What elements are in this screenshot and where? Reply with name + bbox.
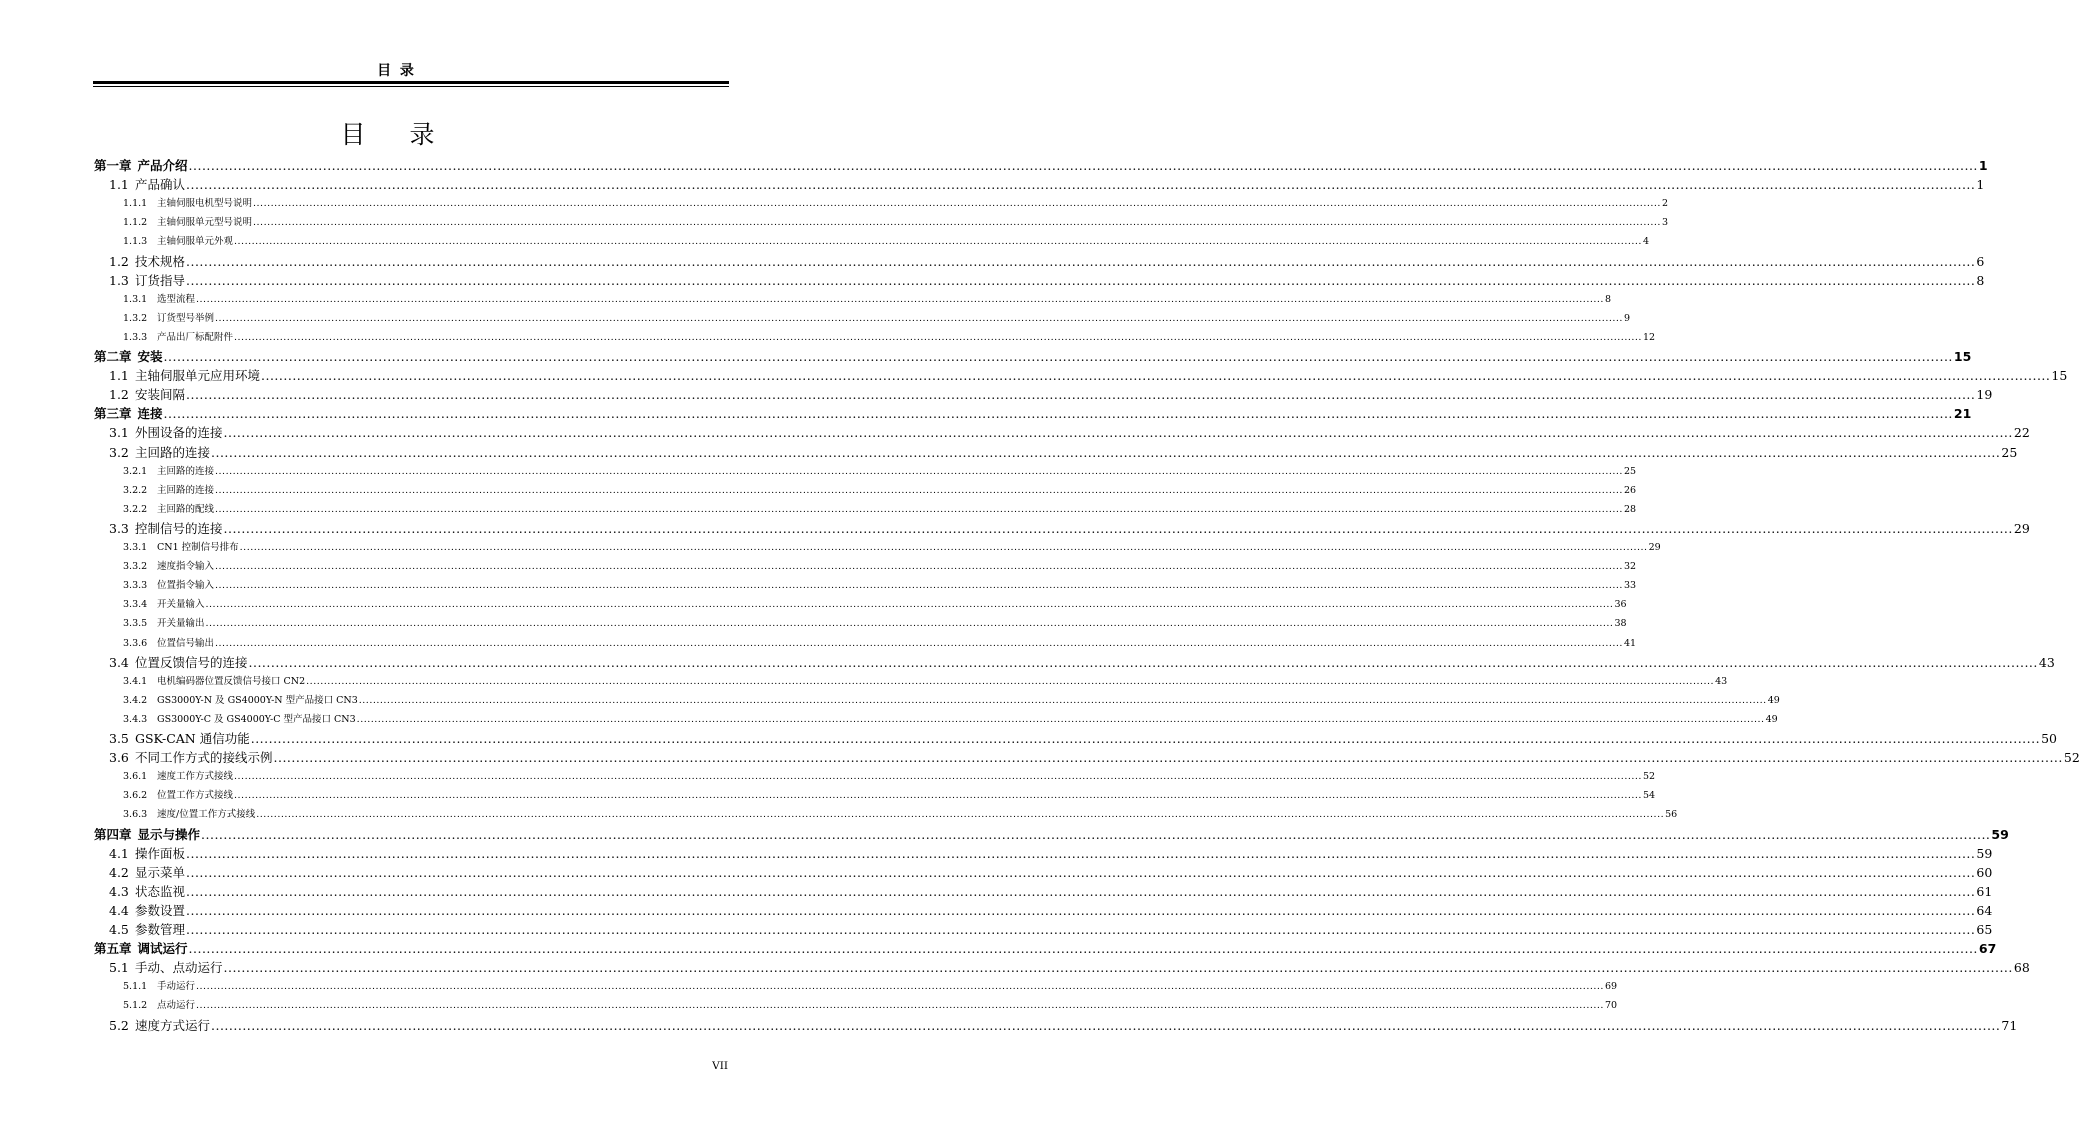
toc-entry-title: 显示与操作 — [137, 826, 201, 842]
toc-subsection-entry[interactable] — [0, 673, 1728, 691]
toc-subsection-entry[interactable] — [0, 233, 1649, 251]
toc-entry-number: 3.2.1 — [123, 465, 148, 477]
toc-dot-leader: ................................................................................................................................................................................................................................................................................................................................................................................................................ — [196, 981, 1604, 993]
toc-entry-page: 19 — [1976, 387, 1993, 403]
toc-entry-title: 产品介绍 — [137, 158, 188, 173]
toc-entry-number: 1.1 — [109, 177, 129, 193]
toc-subsection-entry[interactable] — [0, 310, 1630, 328]
toc-dot-leader: ................................................................................................................................................................................................................................................................................................................................................................................................................ — [358, 694, 1767, 706]
toc-subsection-entry[interactable] — [0, 978, 1618, 996]
toc-section-entry[interactable] — [0, 730, 2057, 748]
toc-entry-title: 速度/位置工作方式接线 — [157, 809, 256, 821]
toc-dot-leader: ................................................................................................................................................................................................................................................................................................................................................................................................................ — [163, 349, 1953, 364]
toc-entry-page: 9 — [1623, 312, 1630, 324]
toc-subsection-entry[interactable] — [0, 214, 1668, 232]
toc-entry-number: 5.1 — [109, 960, 129, 976]
toc-entry-page: 64 — [1976, 902, 1993, 918]
toc-dot-leader: ................................................................................................................................................................................................................................................................................................................................................................................................................ — [215, 503, 1623, 515]
toc-entry-number: 1.2 — [109, 387, 129, 403]
toc-entry-page: 29 — [1648, 542, 1661, 553]
toc-entry-title: 点动运行 — [157, 1000, 196, 1012]
toc-entry-number: 1.1.2 — [123, 217, 148, 229]
toc-entry-page: 59 — [1976, 845, 1993, 861]
toc-dot-leader: ................................................................................................................................................................................................................................................................................................................................................................................................................ — [186, 253, 1976, 269]
toc-entry-page: 59 — [1991, 826, 2009, 842]
toc-entry-title: CN1 控制信号排布 — [157, 542, 239, 553]
toc-entry-title: 产品确认 — [135, 177, 186, 193]
toc-entry-title: GS3000Y-N 及 GS4000Y-N 型产品接口 CN3 — [157, 694, 358, 706]
toc-entry-number: 3.3.5 — [123, 618, 148, 630]
toc-entry-title: 位置指令输入 — [157, 580, 215, 592]
toc-entry-page: 68 — [2013, 960, 2030, 976]
toc-entry-page: 12 — [1642, 331, 1656, 343]
toc-dot-leader: ................................................................................................................................................................................................................................................................................................................................................................................................................ — [211, 1017, 2001, 1033]
toc-dot-leader: ................................................................................................................................................................................................................................................................................................................................................................................................................ — [186, 922, 1976, 937]
toc-entry-page: 60 — [1976, 864, 1993, 880]
toc-entry-number: 4.3 — [109, 883, 129, 899]
toc-dot-leader: ................................................................................................................................................................................................................................................................................................................................................................................................................ — [186, 845, 1976, 861]
toc-entry-page: 49 — [1765, 713, 1778, 725]
toc-dot-leader: ................................................................................................................................................................................................................................................................................................................................................................................................................ — [186, 864, 1976, 880]
toc-entry-title: 主轴伺服单元外观 — [157, 236, 234, 248]
toc-entry-number: 5.1.1 — [123, 981, 148, 993]
toc-dot-leader: ................................................................................................................................................................................................................................................................................................................................................................................................................ — [234, 236, 1642, 248]
toc-entry-page: 28 — [1623, 503, 1637, 515]
toc-entry-number: 第三章 — [94, 406, 132, 422]
toc-entry-page: 8 — [1604, 293, 1611, 305]
toc-entry-number: 3.3 — [109, 520, 129, 536]
toc-dot-leader: ................................................................................................................................................................................................................................................................................................................................................................................................................ — [250, 731, 2041, 746]
toc-entry-page: 43 — [1715, 675, 1728, 687]
toc-dot-leader: ................................................................................................................................................................................................................................................................................................................................................................................................................ — [223, 520, 2013, 536]
toc-entry-page: 71 — [2001, 1017, 2018, 1033]
toc-entry-title: 安装 — [137, 349, 163, 364]
toc-chapter-entry[interactable] — [0, 940, 1997, 958]
toc-dot-leader: ................................................................................................................................................................................................................................................................................................................................................................................................................ — [215, 312, 1623, 324]
toc-entry-number: 5.2 — [109, 1017, 129, 1033]
toc-dot-leader: ................................................................................................................................................................................................................................................................................................................................................................................................................ — [215, 561, 1623, 573]
toc-section-entry[interactable] — [0, 424, 2030, 442]
toc-entry-number: 3.4 — [109, 654, 129, 670]
toc-dot-leader: ................................................................................................................................................................................................................................................................................................................................................................................................................ — [234, 331, 1642, 343]
toc-subsection-entry[interactable] — [0, 997, 1618, 1015]
toc-subsection-entry[interactable] — [0, 711, 1778, 729]
toc-entry-title: 开关量输入 — [157, 599, 205, 611]
toc-dot-leader: ................................................................................................................................................................................................................................................................................................................................................................................................................ — [253, 217, 1661, 229]
toc-entry-title: 控制信号的连接 — [135, 520, 223, 536]
toc-dot-leader: ................................................................................................................................................................................................................................................................................................................................................................................................................ — [163, 406, 1953, 422]
toc-entry-title: 订货指导 — [135, 272, 186, 288]
toc-subsection-entry[interactable] — [0, 768, 1656, 786]
toc-entry-title: 位置信号输出 — [157, 637, 215, 649]
toc-entry-title: 主轴伺服单元应用环境 — [135, 368, 261, 384]
toc-entry-page: 41 — [1623, 637, 1637, 649]
toc-entry-title: 选型流程 — [157, 293, 196, 305]
toc-section-entry[interactable] — [0, 444, 2018, 462]
toc-entry-number: 4.2 — [109, 864, 129, 880]
toc-entry-number: 4.1 — [109, 845, 129, 861]
toc-section-entry[interactable] — [0, 520, 2030, 538]
running-header: 目 录 — [377, 63, 416, 79]
toc-dot-leader: ................................................................................................................................................................................................................................................................................................................................................................................................................ — [273, 750, 2063, 766]
toc-entry-title: GSK-CAN 通信功能 — [135, 731, 250, 746]
toc-entry-page: 22 — [2013, 425, 2030, 441]
toc-entry-title: 主回路的配线 — [157, 503, 215, 515]
toc-entry-page: 54 — [1642, 790, 1656, 802]
toc-entry-title: 速度工作方式接线 — [157, 771, 234, 783]
toc-section-entry[interactable] — [0, 1017, 2018, 1035]
toc-entry-page: 15 — [2051, 368, 2068, 384]
toc-dot-leader: ................................................................................................................................................................................................................................................................................................................................................................................................................ — [188, 941, 1978, 957]
toc-dot-leader: ................................................................................................................................................................................................................................................................................................................................................................................................................ — [256, 809, 1665, 821]
toc-entry-page: 70 — [1604, 1000, 1618, 1012]
toc-entry-page: 69 — [1604, 981, 1618, 993]
toc-dot-leader: ................................................................................................................................................................................................................................................................................................................................................................................................................ — [261, 368, 2051, 384]
toc-dot-leader: ................................................................................................................................................................................................................................................................................................................................................................................................................ — [215, 637, 1623, 649]
toc-entry-number: 3.6.3 — [123, 809, 148, 821]
toc-dot-leader: ................................................................................................................................................................................................................................................................................................................................................................................................................ — [188, 158, 1978, 173]
toc-entry-title: 主回路的连接 — [157, 465, 215, 477]
toc-subsection-entry[interactable] — [0, 539, 1661, 557]
toc-entry-title: 安装间隔 — [135, 387, 186, 403]
toc-dot-leader: ................................................................................................................................................................................................................................................................................................................................................................................................................ — [215, 580, 1623, 592]
toc-entry-number: 第五章 — [94, 941, 132, 957]
toc-dot-leader: ................................................................................................................................................................................................................................................................................................................................................................................................................ — [234, 771, 1642, 783]
toc-entry-page: 15 — [1953, 349, 1972, 364]
toc-entry-title: 主轴伺服电机型号说明 — [157, 198, 253, 210]
toc-entry-page: 4 — [1642, 236, 1649, 248]
toc-entry-title: 调试运行 — [137, 941, 188, 957]
toc-subsection-entry[interactable] — [0, 577, 1637, 595]
toc-subsection-entry[interactable] — [0, 501, 1637, 519]
toc-entry-number: 1.3.3 — [123, 331, 148, 343]
toc-dot-leader: ................................................................................................................................................................................................................................................................................................................................................................................................................ — [205, 599, 1614, 611]
toc-dot-leader: ................................................................................................................................................................................................................................................................................................................................................................................................................ — [215, 484, 1623, 496]
toc-entry-title: 产品出厂标配附件 — [157, 331, 234, 343]
toc-entry-number: 1.3.2 — [123, 312, 148, 324]
toc-entry-number: 1.3 — [109, 272, 129, 288]
toc-entry-page: 32 — [1623, 561, 1637, 573]
toc-entry-page: 38 — [1614, 618, 1627, 630]
toc-dot-leader: ................................................................................................................................................................................................................................................................................................................................................................................................................ — [186, 177, 1976, 193]
toc-entry-title: 位置工作方式接线 — [157, 790, 234, 802]
toc-entry-title: 手动运行 — [157, 981, 196, 993]
toc-entry-page: 33 — [1623, 580, 1637, 592]
toc-entry-number: 3.2 — [109, 444, 129, 460]
toc-entry-number: 1.1 — [109, 368, 129, 384]
toc-subsection-entry[interactable] — [0, 558, 1637, 576]
toc-entry-number: 第二章 — [94, 349, 132, 364]
toc-dot-leader: ................................................................................................................................................................................................................................................................................................................................................................................................................ — [205, 618, 1614, 630]
toc-entry-number: 4.5 — [109, 922, 129, 937]
toc-entry-page: 29 — [2013, 520, 2030, 536]
toc-dot-leader: ................................................................................................................................................................................................................................................................................................................................................................................................................ — [356, 713, 1765, 725]
toc-entry-number: 3.4.2 — [123, 694, 148, 706]
toc-dot-leader: ................................................................................................................................................................................................................................................................................................................................................................................................................ — [201, 826, 1991, 842]
toc-entry-number: 1.3.1 — [123, 293, 148, 305]
toc-dot-leader: ................................................................................................................................................................................................................................................................................................................................................................................................................ — [215, 465, 1623, 477]
toc-entry-number: 3.2.2 — [123, 484, 148, 496]
toc-dot-leader: ................................................................................................................................................................................................................................................................................................................................................................................................................ — [186, 883, 1976, 899]
toc-dot-leader: ................................................................................................................................................................................................................................................................................................................................................................................................................ — [186, 272, 1976, 288]
toc-entry-title: 参数管理 — [135, 922, 186, 937]
toc-entry-title: 手动、点动运行 — [135, 960, 223, 976]
toc-entry-title: 显示菜单 — [135, 864, 186, 880]
toc-dot-leader: ................................................................................................................................................................................................................................................................................................................................................................................................................ — [223, 425, 2013, 441]
toc-section-entry[interactable] — [0, 845, 1993, 863]
toc-entry-title: 电机编码器位置反馈信号接口 CN2 — [157, 675, 306, 687]
toc-section-entry[interactable] — [0, 864, 1993, 882]
toc-entry-number: 3.4.3 — [123, 713, 148, 725]
toc-dot-leader: ................................................................................................................................................................................................................................................................................................................................................................................................................ — [239, 542, 1648, 553]
toc-entry-number: 3.3.2 — [123, 561, 148, 573]
toc-section-entry[interactable] — [0, 272, 1985, 290]
toc-entry-title: GS3000Y-C 及 GS4000Y-C 型产品接口 CN3 — [157, 713, 356, 725]
toc-entry-page: 36 — [1614, 599, 1627, 611]
toc-entry-title: 位置反馈信号的连接 — [135, 654, 248, 670]
toc-dot-leader: ................................................................................................................................................................................................................................................................................................................................................................................................................ — [253, 198, 1661, 210]
toc-entry-title: 状态监视 — [135, 883, 186, 899]
toc-subsection-entry[interactable] — [0, 463, 1637, 481]
toc-section-entry[interactable] — [0, 959, 2030, 977]
page-number: VII — [712, 1060, 728, 1072]
toc-entry-title: 外围设备的连接 — [135, 425, 223, 441]
toc-entry-page: 52 — [1642, 771, 1656, 783]
toc-entry-title: 速度方式运行 — [135, 1017, 211, 1033]
toc-dot-leader: ................................................................................................................................................................................................................................................................................................................................................................................................................ — [306, 675, 1715, 687]
toc-dot-leader: ................................................................................................................................................................................................................................................................................................................................................................................................................ — [223, 960, 2013, 976]
toc-entry-title: 操作面板 — [135, 845, 186, 861]
toc-entry-page: 3 — [1661, 217, 1668, 229]
toc-subsection-entry[interactable] — [0, 291, 1611, 309]
toc-subsection-entry[interactable] — [0, 596, 1627, 614]
toc-entry-title: 速度指令输入 — [157, 561, 215, 573]
toc-entry-title: 订货型号举例 — [157, 312, 215, 324]
toc-entry-page: 1 — [1978, 158, 1988, 173]
toc-entry-page: 2 — [1661, 198, 1668, 210]
toc-entry-page: 43 — [2038, 654, 2055, 670]
toc-entry-number: 5.1.2 — [123, 1000, 148, 1012]
toc-dot-leader: ................................................................................................................................................................................................................................................................................................................................................................................................................ — [248, 654, 2038, 670]
toc-dot-leader: ................................................................................................................................................................................................................................................................................................................................................................................................................ — [211, 444, 2001, 460]
toc-entry-page: 56 — [1665, 809, 1678, 821]
toc-chapter-entry[interactable] — [0, 405, 1972, 423]
toc-entry-page: 49 — [1767, 694, 1780, 706]
toc-entry-number: 3.1 — [109, 425, 129, 441]
toc-entry-page: 25 — [1623, 465, 1637, 477]
toc-section-entry[interactable] — [0, 883, 1993, 901]
toc-entry-number: 3.3.3 — [123, 580, 148, 592]
toc-entry-title: 主回路的连接 — [157, 484, 215, 496]
toc-title: 目 录 — [340, 120, 453, 149]
toc-section-entry[interactable] — [0, 253, 1985, 271]
toc-entry-title: 开关量输出 — [157, 618, 205, 630]
toc-entry-number: 1.1.3 — [123, 236, 148, 248]
toc-entry-number: 第一章 — [94, 158, 132, 173]
toc-section-entry[interactable] — [0, 367, 2068, 385]
toc-subsection-entry[interactable] — [0, 195, 1668, 213]
toc-subsection-entry[interactable] — [0, 635, 1637, 653]
toc-section-entry[interactable] — [0, 902, 1993, 920]
toc-entry-number: 3.3.6 — [123, 637, 148, 649]
toc-entry-number: 3.4.1 — [123, 675, 148, 687]
toc-section-entry[interactable] — [0, 654, 2055, 672]
toc-subsection-entry[interactable] — [0, 806, 1678, 824]
toc-entry-title: 主回路的连接 — [135, 444, 211, 460]
toc-entry-number: 1.2 — [109, 253, 129, 269]
toc-dot-leader: ................................................................................................................................................................................................................................................................................................................................................................................................................ — [234, 790, 1642, 802]
toc-entry-number: 第四章 — [94, 826, 132, 842]
toc-entry-title: 不同工作方式的接线示例 — [135, 750, 273, 766]
toc-entry-page: 26 — [1623, 484, 1637, 496]
toc-section-entry[interactable] — [0, 176, 1985, 194]
toc-subsection-entry[interactable] — [0, 692, 1780, 710]
toc-subsection-entry[interactable] — [0, 482, 1637, 500]
toc-entry-title: 技术规格 — [135, 253, 186, 269]
toc-entry-number: 3.3.1 — [123, 542, 148, 553]
toc-entry-number: 3.6 — [109, 750, 129, 766]
toc-entry-page: 61 — [1976, 883, 1993, 899]
toc-section-entry[interactable] — [0, 749, 2080, 767]
toc-dot-leader: ................................................................................................................................................................................................................................................................................................................................................................................................................ — [196, 1000, 1604, 1012]
toc-entry-number: 3.6.2 — [123, 790, 148, 802]
toc-entry-page: 1 — [1976, 177, 1985, 193]
toc-dot-leader: ................................................................................................................................................................................................................................................................................................................................................................................................................ — [196, 293, 1604, 305]
toc-subsection-entry[interactable] — [0, 329, 1656, 347]
toc-entry-number: 1.1.1 — [123, 198, 148, 210]
toc-entry-page: 21 — [1953, 406, 1972, 422]
toc-chapter-entry[interactable] — [0, 826, 2009, 844]
toc-dot-leader: ................................................................................................................................................................................................................................................................................................................................................................................................................ — [186, 902, 1976, 918]
toc-entry-title: 连接 — [137, 406, 163, 422]
toc-entry-page: 65 — [1976, 922, 1993, 937]
toc-entry-title: 参数设置 — [135, 902, 186, 918]
toc-entry-number: 4.4 — [109, 902, 129, 918]
toc-subsection-entry[interactable] — [0, 787, 1656, 805]
toc-section-entry[interactable] — [0, 921, 1993, 939]
toc-entry-page: 67 — [1978, 941, 1997, 957]
toc-dot-leader: ................................................................................................................................................................................................................................................................................................................................................................................................................ — [186, 387, 1976, 403]
toc-entry-number: 3.6.1 — [123, 771, 148, 783]
toc-entry-number: 3.2.2 — [123, 503, 148, 515]
toc-entry-page: 52 — [2063, 750, 2080, 766]
toc-entry-page: 8 — [1976, 272, 1985, 288]
toc-entry-page: 6 — [1976, 253, 1985, 269]
toc-subsection-entry[interactable] — [0, 615, 1627, 633]
toc-chapter-entry[interactable] — [0, 348, 1972, 366]
toc-entry-number: 3.5 — [109, 731, 129, 746]
toc-chapter-entry[interactable] — [0, 157, 1988, 175]
toc-section-entry[interactable] — [0, 386, 1993, 404]
toc-entry-number: 3.3.4 — [123, 599, 148, 611]
toc-entry-page: 25 — [2001, 444, 2018, 460]
toc-entry-page: 50 — [2041, 731, 2057, 746]
toc-entry-title: 主轴伺服单元型号说明 — [157, 217, 253, 229]
